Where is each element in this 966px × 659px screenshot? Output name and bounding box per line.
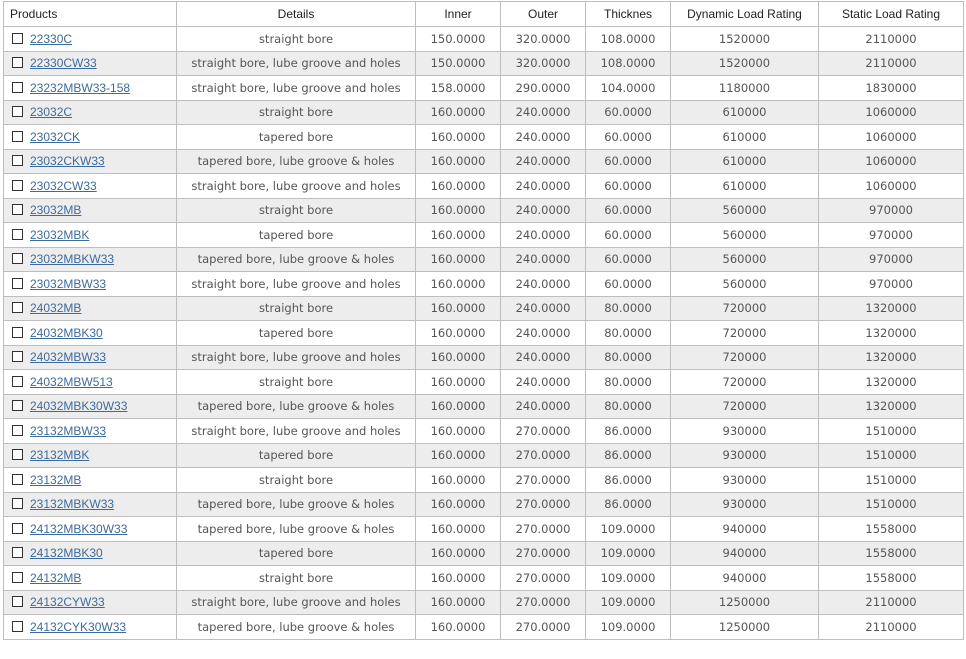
outer-cell: 270.0000	[501, 419, 586, 444]
details-cell: tapered bore, lube groove & holes	[177, 615, 416, 640]
product-link[interactable]: 23032C	[30, 105, 73, 120]
static-load-cell: 1558000	[819, 541, 964, 566]
header-outer[interactable]: Outer	[501, 2, 586, 27]
header-products[interactable]: Products	[4, 2, 177, 27]
details-cell: straight bore, lube groove and holes	[177, 51, 416, 76]
product-cell	[4, 100, 177, 125]
thickness-cell: 80.0000	[586, 321, 671, 346]
table-row	[4, 51, 964, 76]
dynamic-load-cell: 720000	[671, 394, 819, 419]
select-checkbox[interactable]	[12, 82, 23, 93]
dynamic-load-cell: 560000	[671, 198, 819, 223]
outer-cell: 240.0000	[501, 149, 586, 174]
product-cell	[4, 419, 177, 444]
thickness-cell: 108.0000	[586, 51, 671, 76]
details-cell: straight bore, lube groove and holes	[177, 272, 416, 297]
dynamic-load-cell: 560000	[671, 247, 819, 272]
thickness-cell: 80.0000	[586, 296, 671, 321]
inner-cell: 160.0000	[416, 541, 501, 566]
outer-cell: 240.0000	[501, 296, 586, 321]
table-row	[4, 345, 964, 370]
thickness-cell: 60.0000	[586, 100, 671, 125]
thickness-cell: 60.0000	[586, 149, 671, 174]
product-link[interactable]: 24132CYK30W33	[30, 619, 127, 634]
product-link[interactable]: 23032CW33	[30, 178, 97, 193]
product-link[interactable]: 24032MB	[30, 301, 82, 316]
static-load-cell: 2110000	[819, 27, 964, 52]
select-checkbox[interactable]	[12, 57, 23, 68]
table-row	[4, 198, 964, 223]
outer-cell: 270.0000	[501, 615, 586, 640]
static-load-cell: 970000	[819, 198, 964, 223]
thickness-cell: 60.0000	[586, 125, 671, 150]
products-table	[3, 1, 964, 640]
select-checkbox[interactable]	[12, 376, 23, 387]
product-link[interactable]: 23032MBW33	[30, 276, 107, 291]
outer-cell: 270.0000	[501, 566, 586, 591]
details-cell: tapered bore, lube groove & holes	[177, 394, 416, 419]
table-row	[4, 468, 964, 493]
product-link[interactable]: 23032CKW33	[30, 154, 105, 169]
inner-cell: 160.0000	[416, 223, 501, 248]
dynamic-load-cell: 1520000	[671, 51, 819, 76]
product-cell	[4, 566, 177, 591]
dynamic-load-cell: 1180000	[671, 76, 819, 101]
thickness-cell: 60.0000	[586, 272, 671, 297]
static-load-cell: 1320000	[819, 394, 964, 419]
thickness-cell: 86.0000	[586, 443, 671, 468]
outer-cell: 270.0000	[501, 590, 586, 615]
details-cell: straight bore	[177, 198, 416, 223]
product-cell	[4, 492, 177, 517]
table-row	[4, 590, 964, 615]
product-link[interactable]: 23032MBKW33	[30, 252, 115, 267]
static-load-cell: 1320000	[819, 370, 964, 395]
thickness-cell: 109.0000	[586, 517, 671, 542]
select-checkbox[interactable]	[12, 180, 23, 191]
product-cell	[4, 517, 177, 542]
select-checkbox[interactable]	[12, 229, 23, 240]
product-link[interactable]: 24132MBK30W33	[30, 521, 128, 536]
static-load-cell: 1060000	[819, 125, 964, 150]
details-cell: tapered bore, lube groove & holes	[177, 517, 416, 542]
dynamic-load-cell: 560000	[671, 272, 819, 297]
select-checkbox[interactable]	[12, 449, 23, 460]
details-cell: straight bore	[177, 27, 416, 52]
product-link[interactable]: 24032MBW33	[30, 350, 107, 365]
outer-cell: 270.0000	[501, 492, 586, 517]
table-row	[4, 517, 964, 542]
static-load-cell: 970000	[819, 223, 964, 248]
static-load-cell: 1558000	[819, 566, 964, 591]
details-cell: straight bore	[177, 468, 416, 493]
table-row	[4, 321, 964, 346]
product-cell	[4, 125, 177, 150]
dynamic-load-cell: 1250000	[671, 590, 819, 615]
product-cell	[4, 272, 177, 297]
inner-cell: 160.0000	[416, 100, 501, 125]
product-cell	[4, 247, 177, 272]
table-row	[4, 615, 964, 640]
product-link[interactable]: 23132MBW33	[30, 423, 107, 438]
product-cell	[4, 223, 177, 248]
select-checkbox[interactable]	[12, 400, 23, 411]
inner-cell: 160.0000	[416, 394, 501, 419]
dynamic-load-cell: 560000	[671, 223, 819, 248]
outer-cell: 240.0000	[501, 100, 586, 125]
outer-cell: 240.0000	[501, 223, 586, 248]
inner-cell: 150.0000	[416, 27, 501, 52]
outer-cell: 240.0000	[501, 125, 586, 150]
static-load-cell: 1510000	[819, 443, 964, 468]
details-cell: straight bore, lube groove and holes	[177, 345, 416, 370]
inner-cell: 160.0000	[416, 370, 501, 395]
dynamic-load-cell: 720000	[671, 370, 819, 395]
static-load-cell: 2110000	[819, 590, 964, 615]
static-load-cell: 2110000	[819, 51, 964, 76]
table-row	[4, 223, 964, 248]
product-cell	[4, 468, 177, 493]
inner-cell: 160.0000	[416, 198, 501, 223]
product-cell	[4, 27, 177, 52]
dynamic-load-cell: 930000	[671, 492, 819, 517]
details-cell: straight bore, lube groove and holes	[177, 174, 416, 199]
details-cell: tapered bore	[177, 125, 416, 150]
static-load-cell: 1060000	[819, 100, 964, 125]
outer-cell: 270.0000	[501, 517, 586, 542]
static-load-cell: 1510000	[819, 492, 964, 517]
product-link[interactable]: 23032MBK	[30, 227, 90, 242]
select-checkbox[interactable]	[12, 474, 23, 485]
select-checkbox[interactable]	[12, 425, 23, 436]
select-checkbox[interactable]	[12, 278, 23, 289]
table-row	[4, 100, 964, 125]
dynamic-load-cell: 720000	[671, 321, 819, 346]
thickness-cell: 109.0000	[586, 541, 671, 566]
static-load-cell: 1510000	[819, 419, 964, 444]
dynamic-load-cell: 610000	[671, 100, 819, 125]
table-row	[4, 76, 964, 101]
dynamic-load-cell: 940000	[671, 541, 819, 566]
static-load-cell: 1320000	[819, 296, 964, 321]
outer-cell: 320.0000	[501, 51, 586, 76]
dynamic-load-cell: 610000	[671, 174, 819, 199]
table-row	[4, 394, 964, 419]
details-cell: straight bore	[177, 370, 416, 395]
dynamic-load-cell: 930000	[671, 468, 819, 493]
header-inner[interactable]: Inner	[416, 2, 501, 27]
select-checkbox[interactable]	[12, 302, 23, 313]
product-cell	[4, 296, 177, 321]
details-cell: straight bore, lube groove and holes	[177, 590, 416, 615]
select-checkbox[interactable]	[12, 351, 23, 362]
dynamic-load-cell: 720000	[671, 296, 819, 321]
thickness-cell: 86.0000	[586, 492, 671, 517]
inner-cell: 160.0000	[416, 272, 501, 297]
thickness-cell: 109.0000	[586, 590, 671, 615]
thickness-cell: 60.0000	[586, 198, 671, 223]
thickness-cell: 86.0000	[586, 468, 671, 493]
table-row	[4, 370, 964, 395]
product-cell	[4, 174, 177, 199]
outer-cell: 240.0000	[501, 345, 586, 370]
select-checkbox[interactable]	[12, 498, 23, 509]
thickness-cell: 80.0000	[586, 345, 671, 370]
table-row	[4, 247, 964, 272]
outer-cell: 240.0000	[501, 198, 586, 223]
details-cell: straight bore, lube groove and holes	[177, 419, 416, 444]
thickness-cell: 86.0000	[586, 419, 671, 444]
product-link[interactable]: 24032MBK30W33	[30, 399, 128, 414]
inner-cell: 158.0000	[416, 76, 501, 101]
product-cell	[4, 321, 177, 346]
header-details[interactable]: Details	[177, 2, 416, 27]
table-row	[4, 443, 964, 468]
inner-cell: 160.0000	[416, 247, 501, 272]
select-checkbox[interactable]	[12, 523, 23, 534]
inner-cell: 150.0000	[416, 51, 501, 76]
outer-cell: 320.0000	[501, 27, 586, 52]
select-checkbox[interactable]	[12, 596, 23, 607]
product-link[interactable]: 24132MB	[30, 570, 82, 585]
details-cell: tapered bore, lube groove & holes	[177, 247, 416, 272]
table-row	[4, 149, 964, 174]
static-load-cell: 1060000	[819, 149, 964, 174]
product-cell	[4, 198, 177, 223]
table-body	[4, 27, 964, 640]
inner-cell: 160.0000	[416, 174, 501, 199]
product-link[interactable]: 24132MBK30	[30, 546, 103, 561]
details-cell: straight bore	[177, 566, 416, 591]
inner-cell: 160.0000	[416, 296, 501, 321]
outer-cell: 270.0000	[501, 541, 586, 566]
dynamic-load-cell: 610000	[671, 125, 819, 150]
select-checkbox[interactable]	[12, 33, 23, 44]
product-cell	[4, 76, 177, 101]
table-row	[4, 174, 964, 199]
inner-cell: 160.0000	[416, 590, 501, 615]
inner-cell: 160.0000	[416, 149, 501, 174]
inner-cell: 160.0000	[416, 321, 501, 346]
outer-cell: 240.0000	[501, 174, 586, 199]
static-load-cell: 1558000	[819, 517, 964, 542]
product-link[interactable]: 23032MB	[30, 203, 82, 218]
select-checkbox[interactable]	[12, 131, 23, 142]
table-row	[4, 541, 964, 566]
static-load-cell: 970000	[819, 272, 964, 297]
inner-cell: 160.0000	[416, 345, 501, 370]
product-cell	[4, 590, 177, 615]
static-load-cell: 1320000	[819, 321, 964, 346]
product-cell	[4, 51, 177, 76]
product-link[interactable]: 22330C	[30, 31, 73, 46]
product-link[interactable]: 24032MBW513	[30, 374, 113, 389]
header-thickness[interactable]: Thicknes	[586, 2, 671, 27]
thickness-cell: 80.0000	[586, 394, 671, 419]
dynamic-load-cell: 610000	[671, 149, 819, 174]
outer-cell: 240.0000	[501, 394, 586, 419]
product-cell	[4, 443, 177, 468]
details-cell: tapered bore	[177, 223, 416, 248]
select-checkbox[interactable]	[12, 204, 23, 215]
inner-cell: 160.0000	[416, 615, 501, 640]
details-cell: straight bore	[177, 100, 416, 125]
thickness-cell: 60.0000	[586, 174, 671, 199]
thickness-cell: 104.0000	[586, 76, 671, 101]
thickness-cell: 80.0000	[586, 370, 671, 395]
header-dynamic-load-rating[interactable]: Dynamic Load Rating	[671, 2, 819, 27]
product-cell	[4, 345, 177, 370]
thickness-cell: 108.0000	[586, 27, 671, 52]
thickness-cell: 109.0000	[586, 566, 671, 591]
details-cell: straight bore	[177, 296, 416, 321]
product-link[interactable]: 23132MBKW33	[30, 497, 115, 512]
product-link[interactable]: 23032CK	[30, 129, 81, 144]
product-link[interactable]: 24132CYW33	[30, 595, 105, 610]
dynamic-load-cell: 940000	[671, 566, 819, 591]
static-load-cell: 2110000	[819, 615, 964, 640]
thickness-cell: 60.0000	[586, 223, 671, 248]
table-header-row	[4, 2, 964, 27]
details-cell: tapered bore, lube groove & holes	[177, 149, 416, 174]
header-static-load-rating[interactable]: Static Load Rating	[819, 2, 964, 27]
outer-cell: 240.0000	[501, 321, 586, 346]
inner-cell: 160.0000	[416, 517, 501, 542]
thickness-cell: 60.0000	[586, 247, 671, 272]
outer-cell: 240.0000	[501, 247, 586, 272]
thickness-cell: 109.0000	[586, 615, 671, 640]
dynamic-load-cell: 1520000	[671, 27, 819, 52]
dynamic-load-cell: 720000	[671, 345, 819, 370]
inner-cell: 160.0000	[416, 443, 501, 468]
product-cell	[4, 615, 177, 640]
select-checkbox[interactable]	[12, 547, 23, 558]
product-cell	[4, 149, 177, 174]
details-cell: tapered bore, lube groove & holes	[177, 492, 416, 517]
outer-cell: 270.0000	[501, 443, 586, 468]
product-cell	[4, 541, 177, 566]
static-load-cell: 1510000	[819, 468, 964, 493]
outer-cell: 270.0000	[501, 468, 586, 493]
product-link[interactable]: 23132MB	[30, 472, 82, 487]
outer-cell: 290.0000	[501, 76, 586, 101]
details-cell: tapered bore	[177, 321, 416, 346]
details-cell: tapered bore	[177, 541, 416, 566]
table-row	[4, 566, 964, 591]
details-cell: straight bore, lube groove and holes	[177, 76, 416, 101]
product-link[interactable]: 23232MBW33-158	[30, 80, 131, 95]
inner-cell: 160.0000	[416, 125, 501, 150]
static-load-cell: 1320000	[819, 345, 964, 370]
inner-cell: 160.0000	[416, 492, 501, 517]
inner-cell: 160.0000	[416, 566, 501, 591]
inner-cell: 160.0000	[416, 468, 501, 493]
table-row	[4, 125, 964, 150]
inner-cell: 160.0000	[416, 419, 501, 444]
product-link[interactable]: 22330CW33	[30, 56, 97, 71]
dynamic-load-cell: 1250000	[671, 615, 819, 640]
select-checkbox[interactable]	[12, 572, 23, 583]
select-checkbox[interactable]	[12, 155, 23, 166]
select-checkbox[interactable]	[12, 253, 23, 264]
static-load-cell: 1060000	[819, 174, 964, 199]
select-checkbox[interactable]	[12, 621, 23, 632]
static-load-cell: 1830000	[819, 76, 964, 101]
dynamic-load-cell: 940000	[671, 517, 819, 542]
table-row	[4, 272, 964, 297]
table-row	[4, 296, 964, 321]
dynamic-load-cell: 930000	[671, 443, 819, 468]
product-cell	[4, 370, 177, 395]
select-checkbox[interactable]	[12, 327, 23, 338]
details-cell: tapered bore	[177, 443, 416, 468]
static-load-cell: 970000	[819, 247, 964, 272]
table-row	[4, 492, 964, 517]
select-checkbox[interactable]	[12, 106, 23, 117]
table-row	[4, 27, 964, 52]
product-cell	[4, 394, 177, 419]
outer-cell: 240.0000	[501, 272, 586, 297]
dynamic-load-cell: 930000	[671, 419, 819, 444]
product-link[interactable]: 23132MBK	[30, 448, 90, 463]
outer-cell: 240.0000	[501, 370, 586, 395]
table-row	[4, 419, 964, 444]
product-link[interactable]: 24032MBK30	[30, 325, 103, 340]
